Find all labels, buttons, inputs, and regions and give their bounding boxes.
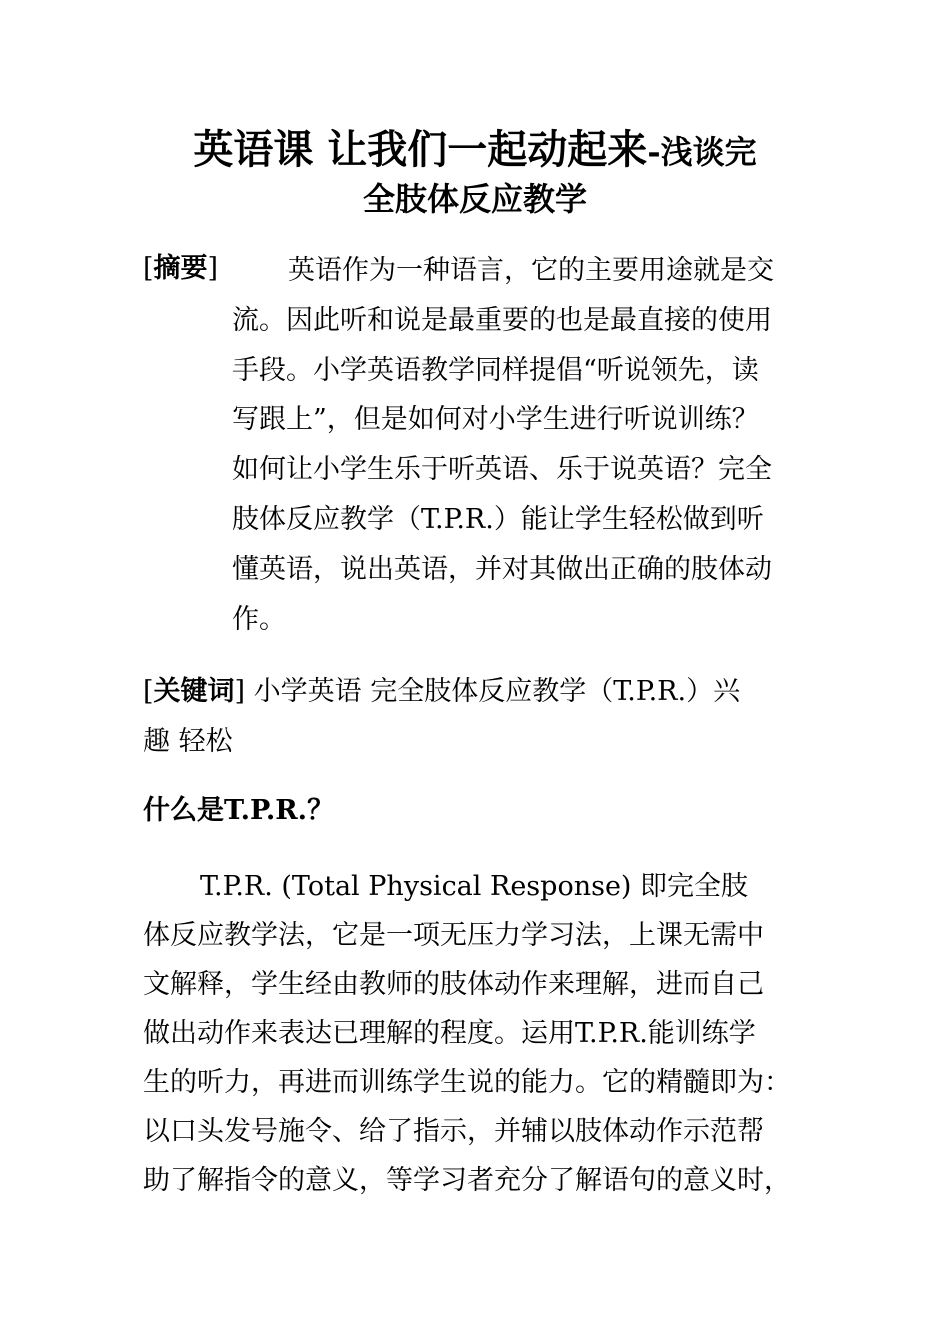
abstract-line: 作。 bbox=[232, 603, 286, 635]
abstract-line: 英语作为一种语言，它的主要用途就是交 bbox=[288, 255, 774, 286]
abstract-label-text: 摘要 bbox=[153, 253, 208, 284]
abstract-body bbox=[232, 246, 812, 644]
title-line-1 bbox=[100, 126, 850, 173]
keywords-line-1 bbox=[143, 667, 823, 717]
title-main: 英语课 让我们一起动起来 bbox=[193, 126, 648, 173]
keywords-line-2: 趣 轻松 bbox=[143, 726, 233, 757]
keywords-label: 关键词 bbox=[153, 676, 235, 707]
body-line: 体反应教学法，它是一项无压力学习法，上课无需中 bbox=[143, 920, 764, 951]
abstract-line: 肢体反应教学（T.P.R.）能让学生轻松做到听 bbox=[232, 503, 764, 535]
keywords-label-open-bracket: [ bbox=[143, 676, 154, 707]
keywords-block bbox=[143, 667, 823, 767]
section-heading: 什么是T.P.R.？ bbox=[143, 795, 335, 826]
body-line: T.P.R. (Total Physical Response) 即完全肢 bbox=[200, 871, 749, 902]
abstract-line: 流。因此听和说是最重要的也是最直接的使用 bbox=[232, 304, 772, 336]
abstract-line: 手段。小学英语教学同样提倡“听说领先，读 bbox=[232, 354, 759, 386]
body-line: 助了解指令的意义，等学习者充分了解语句的意义时， bbox=[143, 1165, 791, 1196]
keywords-label-close-bracket: ] bbox=[234, 676, 246, 707]
body-line: 文解释，学生经由教师的肢体动作来理解，进而自己 bbox=[143, 969, 764, 1000]
abstract-label-open-bracket: [ bbox=[143, 253, 154, 284]
abstract-line: 写跟上”，但是如何对小学生进行听说训练？ bbox=[232, 404, 759, 436]
title-suffix: -浅谈完 bbox=[647, 133, 757, 171]
body-line: 做出动作来表达已理解的程度。运用T.P.R.能训练学 bbox=[143, 1018, 756, 1049]
section-body bbox=[143, 862, 823, 1205]
abstract-line: 懂英语，说出英语，并对其做出正确的肢体动 bbox=[232, 553, 772, 585]
abstract-label-close-bracket: ] bbox=[207, 253, 219, 284]
abstract-label bbox=[143, 255, 218, 282]
body-line: 以口头发号施令、给了指示，并辅以肢体动作示范帮 bbox=[143, 1116, 764, 1147]
abstract-line: 如何让小学生乐于听英语、乐于说英语？完全 bbox=[232, 454, 772, 486]
keywords-text: 小学英语 完全肢体反应教学（T.P.R.）兴 bbox=[245, 676, 741, 707]
body-line: 生的听力，再进而训练学生说的能力。它的精髓即为： bbox=[143, 1067, 791, 1098]
title-line-2: 全肢体反应教学 bbox=[362, 180, 587, 218]
